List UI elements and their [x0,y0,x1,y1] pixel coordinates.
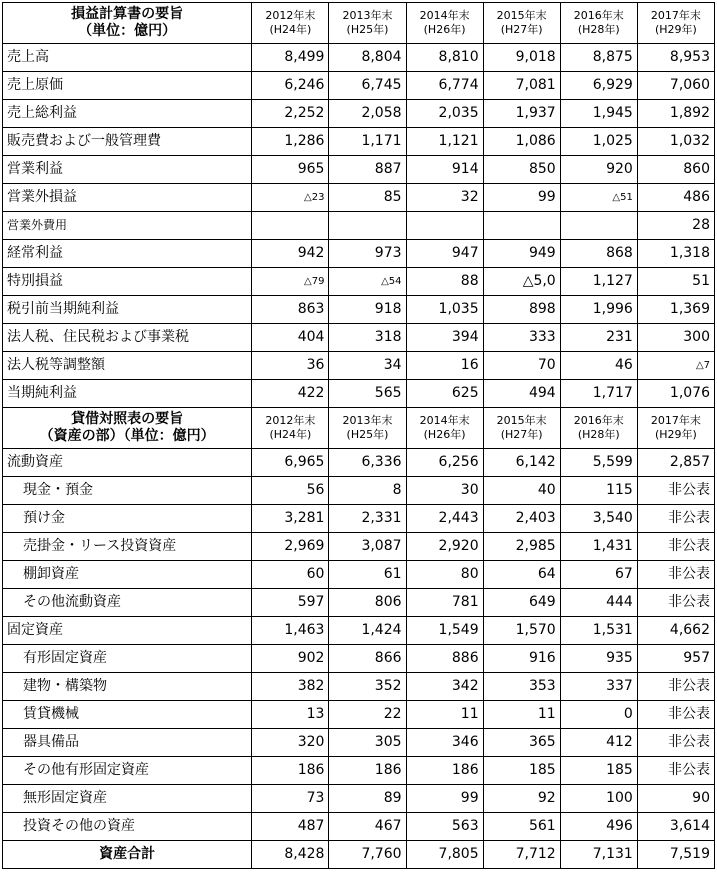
balance-row [3,673,715,701]
balance-cell: 2,985 [483,533,560,561]
year-label: 2016年末 [573,9,624,22]
balance-cell: 6,965 [252,449,329,477]
balance-cell: 186 [329,757,406,785]
income-row-label: 販売費および一般管理費 [3,128,252,156]
balance-cell: 342 [406,673,483,701]
balance-cell: 1,549 [406,617,483,645]
income-row [3,156,715,184]
balance-cell: 3,087 [329,533,406,561]
balance-cell: 22 [329,701,406,729]
income-year-header [329,3,406,44]
income-row [3,380,715,408]
balance-row-label: 建物・構築物 [3,673,252,701]
balance-cell: 487 [252,813,329,841]
income-cell: 494 [483,380,560,408]
income-year-header [406,3,483,44]
year-label: 2013年末 [342,414,393,427]
balance-cell: 非公表 [637,729,714,757]
balance-cell: 115 [560,477,637,505]
balance-cell: 1,431 [560,533,637,561]
income-cell: 486 [637,184,714,212]
balance-year-header [483,408,560,449]
income-cell: 1,076 [637,380,714,408]
balance-cell: 496 [560,813,637,841]
year-label: 2016年末 [573,414,624,427]
income-row-label: 営業利益 [3,156,252,184]
income-cell: 565 [329,380,406,408]
balance-title-line2: （資産の部）（単位：億円） [39,428,215,444]
income-row [3,296,715,324]
total-assets-cell: 8,428 [252,841,329,869]
income-cell: 28 [637,212,714,240]
balance-cell: 8 [329,477,406,505]
era-year-label: (H26年) [423,23,466,36]
income-cell: 1,892 [637,100,714,128]
balance-row-label: 固定資産 [3,617,252,645]
balance-cell: 781 [406,589,483,617]
balance-cell: 412 [560,729,637,757]
balance-row [3,785,715,813]
income-row [3,128,715,156]
balance-cell: 60 [252,561,329,589]
income-cell: 9,018 [483,44,560,72]
income-row [3,72,715,100]
income-cell: 8,810 [406,44,483,72]
balance-row [3,617,715,645]
income-cell: 898 [483,296,560,324]
balance-header-row [3,408,715,449]
income-cell: 2,058 [329,100,406,128]
balance-title [3,408,252,449]
balance-title-line1: 貸借対照表の要旨 [71,411,184,427]
balance-cell: 337 [560,673,637,701]
income-year-header [483,3,560,44]
era-year-label: (H28年) [577,23,620,36]
balance-row [3,701,715,729]
total-assets-cell: 7,131 [560,841,637,869]
income-cell: 6,774 [406,72,483,100]
era-year-label: (H25年) [346,23,389,36]
year-label: 2014年末 [419,414,470,427]
balance-year-header [637,408,714,449]
balance-cell: 40 [483,477,560,505]
income-row-label: 売上高 [3,44,252,72]
income-cell: 1,121 [406,128,483,156]
balance-cell: 2,920 [406,533,483,561]
balance-cell: 11 [483,701,560,729]
income-row [3,100,715,128]
balance-cell: 6,256 [406,449,483,477]
income-cell: 850 [483,156,560,184]
balance-cell: 30 [406,477,483,505]
income-cell: 1,937 [483,100,560,128]
balance-row-label: 売掛金・リース投資資産 [3,533,252,561]
balance-row [3,533,715,561]
income-cell: 7,060 [637,72,714,100]
income-row-label: 当期純利益 [3,380,252,408]
era-year-label: (H26年) [423,428,466,441]
income-cell: 8,875 [560,44,637,72]
balance-row-label: その他流動資産 [3,589,252,617]
balance-cell: 11 [406,701,483,729]
income-cell: 8,804 [329,44,406,72]
income-cell: 1,127 [560,268,637,296]
income-year-header [637,3,714,44]
balance-cell: 非公表 [637,589,714,617]
total-assets-cell: 7,760 [329,841,406,869]
income-cell: 394 [406,324,483,352]
balance-year-header [252,408,329,449]
income-title [3,3,252,44]
income-cell: 6,246 [252,72,329,100]
balance-cell: 92 [483,785,560,813]
balance-cell: 352 [329,673,406,701]
balance-cell: 649 [483,589,560,617]
income-cell: 6,929 [560,72,637,100]
financial-summary-table [2,2,715,869]
balance-cell: 61 [329,561,406,589]
balance-cell: 563 [406,813,483,841]
balance-cell: 320 [252,729,329,757]
income-cell: 36 [252,352,329,380]
income-cell: 8,499 [252,44,329,72]
total-assets-label: 資産合計 [3,841,252,869]
balance-row [3,813,715,841]
balance-cell: 3,281 [252,505,329,533]
income-cell: 1,035 [406,296,483,324]
income-cell: 973 [329,240,406,268]
balance-row [3,757,715,785]
income-cell: 860 [637,156,714,184]
income-row [3,240,715,268]
balance-cell: 99 [406,785,483,813]
balance-cell: 4,662 [637,617,714,645]
balance-row-label: その他有形固定資産 [3,757,252,785]
balance-cell: 1,463 [252,617,329,645]
balance-cell: 186 [406,757,483,785]
income-cell: 920 [560,156,637,184]
balance-row-label: 現金・預金 [3,477,252,505]
income-cell: 404 [252,324,329,352]
balance-year-header [560,408,637,449]
income-title-line2: （単位：億円） [78,23,177,39]
income-cell [329,212,406,240]
income-cell: 914 [406,156,483,184]
income-row-label: 特別損益 [3,268,252,296]
income-cell: 2,035 [406,100,483,128]
balance-cell: 353 [483,673,560,701]
income-cell: 88 [406,268,483,296]
year-label: 2017年末 [650,414,701,427]
balance-cell: 非公表 [637,505,714,533]
balance-cell: 186 [252,757,329,785]
income-row-label: 売上総利益 [3,100,252,128]
income-row [3,352,715,380]
income-cell: 8,953 [637,44,714,72]
income-cell: 1,945 [560,100,637,128]
income-cell: 300 [637,324,714,352]
era-year-label: (H27年) [500,428,543,441]
income-row [3,324,715,352]
balance-cell: 6,142 [483,449,560,477]
balance-cell: 非公表 [637,533,714,561]
balance-row-label: 器具備品 [3,729,252,757]
income-cell: 947 [406,240,483,268]
era-year-label: (H29年) [654,428,697,441]
era-year-label: (H24年) [269,23,312,36]
balance-cell: 806 [329,589,406,617]
income-cell: 32 [406,184,483,212]
income-cell: 99 [483,184,560,212]
income-year-header [252,3,329,44]
era-year-label: (H24年) [269,428,312,441]
balance-row-label: 有形固定資産 [3,645,252,673]
balance-cell: 非公表 [637,561,714,589]
income-row-label: 営業外損益 [3,184,252,212]
income-cell: △79 [252,268,329,296]
income-cell: 318 [329,324,406,352]
income-cell: 1,717 [560,380,637,408]
balance-row-label: 預け金 [3,505,252,533]
income-cell: 34 [329,352,406,380]
balance-cell: 365 [483,729,560,757]
income-year-header [560,3,637,44]
income-cell: 863 [252,296,329,324]
income-cell: 422 [252,380,329,408]
income-cell: 965 [252,156,329,184]
balance-cell: 1,570 [483,617,560,645]
total-assets-cell: 7,712 [483,841,560,869]
balance-cell: 305 [329,729,406,757]
income-cell: 7,081 [483,72,560,100]
balance-total-row [3,841,715,869]
era-year-label: (H27年) [500,23,543,36]
balance-cell: 非公表 [637,757,714,785]
balance-cell: 1,531 [560,617,637,645]
total-assets-cell: 7,805 [406,841,483,869]
income-cell: 1,086 [483,128,560,156]
income-row [3,212,715,240]
balance-row [3,645,715,673]
income-cell: 887 [329,156,406,184]
era-year-label: (H29年) [654,23,697,36]
balance-cell: 346 [406,729,483,757]
balance-cell: 89 [329,785,406,813]
income-cell: 2,252 [252,100,329,128]
income-cell: △51 [560,184,637,212]
balance-cell: 80 [406,561,483,589]
income-cell: 1,171 [329,128,406,156]
income-cell: 1,369 [637,296,714,324]
balance-cell: 886 [406,645,483,673]
income-cell: 949 [483,240,560,268]
balance-year-header [406,408,483,449]
balance-cell: 3,614 [637,813,714,841]
year-label: 2014年末 [419,9,470,22]
balance-year-header [329,408,406,449]
balance-row [3,589,715,617]
balance-cell: 90 [637,785,714,813]
income-cell: 46 [560,352,637,380]
balance-cell: 73 [252,785,329,813]
income-cell: 1,286 [252,128,329,156]
balance-row [3,477,715,505]
balance-cell: 3,540 [560,505,637,533]
income-cell [252,212,329,240]
income-cell [560,212,637,240]
income-row-label: 営業外費用 [3,212,252,240]
balance-row-label: 無形固定資産 [3,785,252,813]
income-cell: 6,745 [329,72,406,100]
balance-cell: 902 [252,645,329,673]
total-assets-cell: 7,519 [637,841,714,869]
balance-cell: 382 [252,673,329,701]
income-cell: 1,025 [560,128,637,156]
balance-row [3,505,715,533]
income-row-label: 経常利益 [3,240,252,268]
balance-cell: 100 [560,785,637,813]
income-cell: 85 [329,184,406,212]
income-cell: 1,318 [637,240,714,268]
balance-cell: 444 [560,589,637,617]
balance-cell: 935 [560,645,637,673]
balance-cell: 非公表 [637,673,714,701]
income-cell: 625 [406,380,483,408]
balance-cell: 467 [329,813,406,841]
income-cell: 1,032 [637,128,714,156]
year-label: 2013年末 [342,9,393,22]
balance-cell: 597 [252,589,329,617]
balance-cell: 1,424 [329,617,406,645]
balance-cell: 13 [252,701,329,729]
balance-row-label: 棚卸資産 [3,561,252,589]
balance-cell: 916 [483,645,560,673]
income-cell: 1,996 [560,296,637,324]
balance-row-label: 流動資産 [3,449,252,477]
balance-cell: 64 [483,561,560,589]
balance-cell: 67 [560,561,637,589]
balance-row-label: 投資その他の資産 [3,813,252,841]
income-cell: 16 [406,352,483,380]
year-label: 2015年末 [496,9,547,22]
balance-cell: 2,857 [637,449,714,477]
income-cell [483,212,560,240]
balance-cell: 非公表 [637,701,714,729]
income-row-label: 法人税等調整額 [3,352,252,380]
income-row [3,44,715,72]
balance-row [3,729,715,757]
income-cell: △7 [637,352,714,380]
income-cell: 51 [637,268,714,296]
income-cell: 231 [560,324,637,352]
income-cell: △5,0 [483,268,560,296]
year-label: 2017年末 [650,9,701,22]
balance-cell: 0 [560,701,637,729]
income-title-line1: 損益計算書の要旨 [71,6,184,22]
balance-cell: 957 [637,645,714,673]
income-cell: △23 [252,184,329,212]
income-row [3,268,715,296]
income-cell: 70 [483,352,560,380]
balance-row [3,561,715,589]
income-cell: 918 [329,296,406,324]
year-label: 2012年末 [265,9,316,22]
balance-cell: 2,403 [483,505,560,533]
income-header-row [3,3,715,44]
balance-cell: 56 [252,477,329,505]
income-cell: 868 [560,240,637,268]
balance-cell: 6,336 [329,449,406,477]
balance-cell: 866 [329,645,406,673]
era-year-label: (H25年) [346,428,389,441]
balance-cell: 185 [560,757,637,785]
balance-cell: 2,969 [252,533,329,561]
balance-cell: 2,331 [329,505,406,533]
income-row-label: 税引前当期純利益 [3,296,252,324]
income-cell: 333 [483,324,560,352]
balance-cell: 561 [483,813,560,841]
income-row-label: 売上原価 [3,72,252,100]
balance-cell: 185 [483,757,560,785]
balance-row [3,449,715,477]
income-cell [406,212,483,240]
era-year-label: (H28年) [577,428,620,441]
income-row [3,184,715,212]
balance-cell: 2,443 [406,505,483,533]
year-label: 2015年末 [496,414,547,427]
income-cell: 942 [252,240,329,268]
balance-cell: 5,599 [560,449,637,477]
income-cell: △54 [329,268,406,296]
balance-row-label: 賃貸機械 [3,701,252,729]
balance-cell: 非公表 [637,477,714,505]
income-row-label: 法人税、住民税および事業税 [3,324,252,352]
year-label: 2012年末 [265,414,316,427]
